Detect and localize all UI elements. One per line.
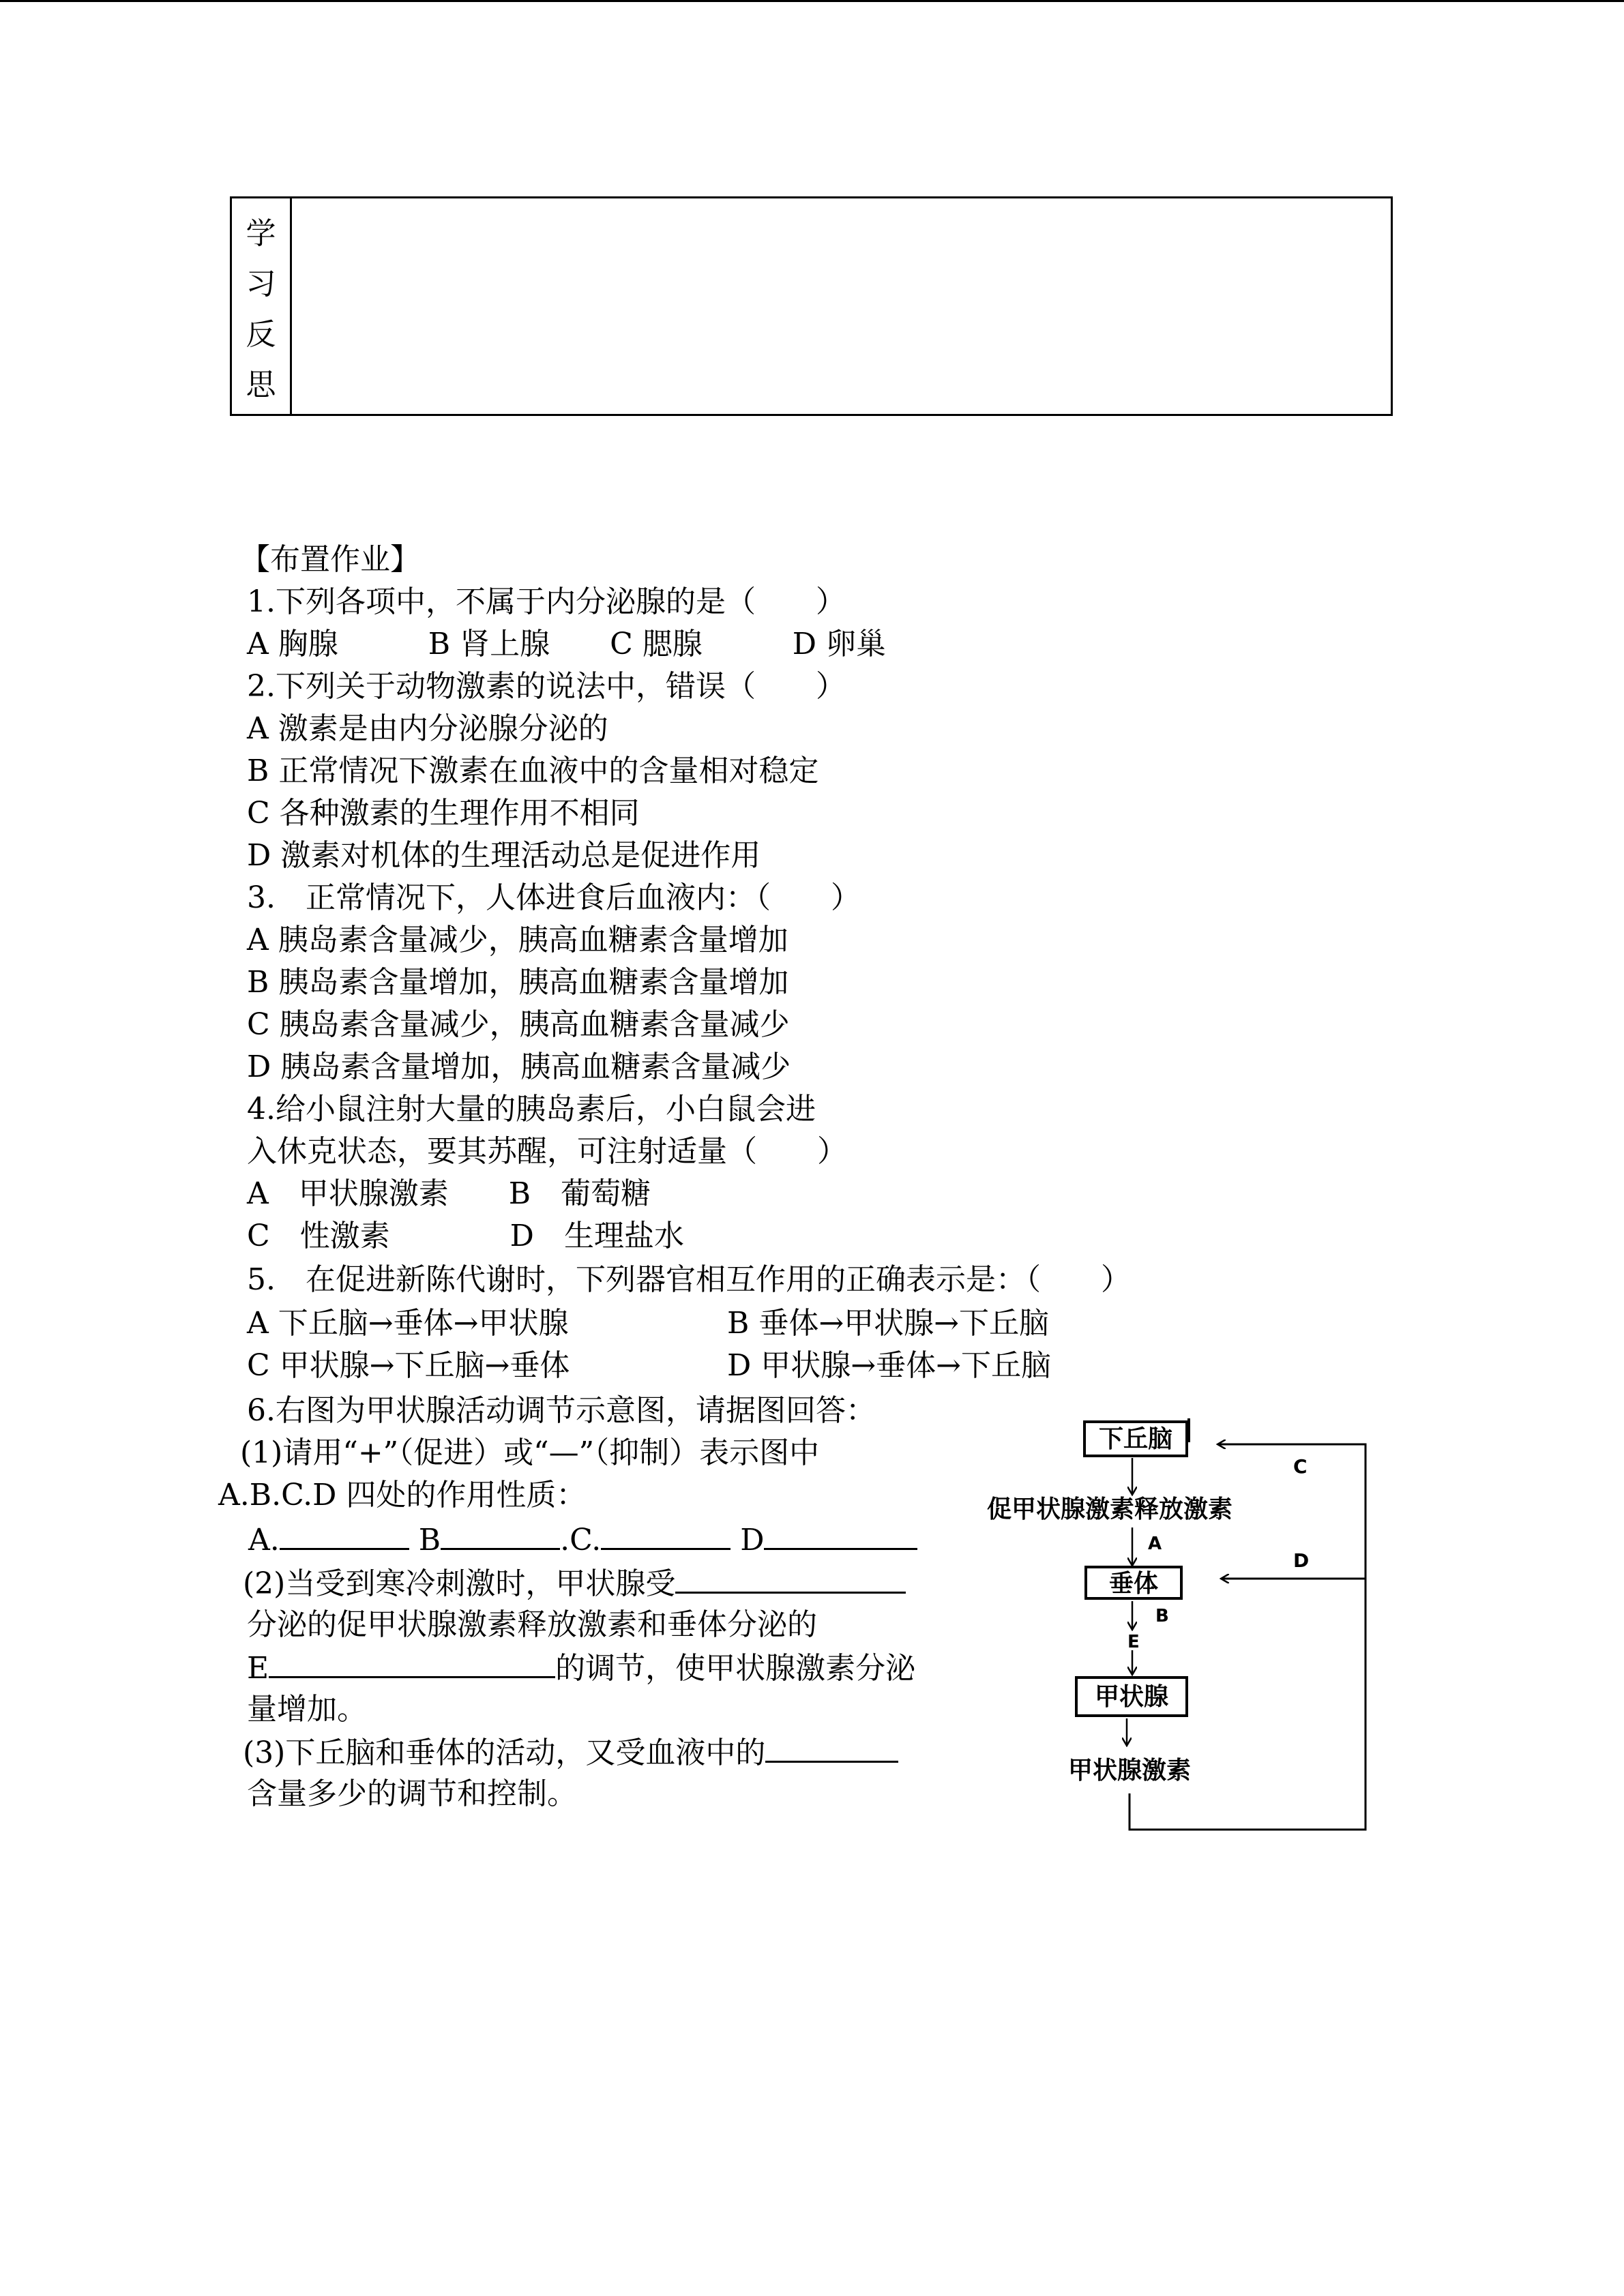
reflection-content-area[interactable] (292, 198, 1391, 414)
q3-stem: 3. 正常情况下，人体进食后血液内：（ ） (247, 880, 861, 915)
q3-option-a: A 胰岛素含量减少，胰高血糖素含量增加 (247, 923, 788, 957)
q1-stem: 1.下列各项中，不属于内分泌腺的是（ ） (247, 584, 846, 619)
arrow-label-c: C (1293, 1455, 1308, 1478)
q2-option-a: A 激素是由内分泌腺分泌的 (247, 711, 608, 746)
q5-option-c: C 甲状腺→下丘脑→垂体 (247, 1348, 570, 1383)
reflection-label (232, 198, 292, 414)
label-a: A. (248, 1523, 280, 1557)
reflection-char: 反 (246, 317, 276, 352)
q6-p3-line1 (243, 1731, 898, 1774)
q6-p3-line2: 含量多少的调节和控制。 (247, 1776, 577, 1811)
answer-p2-gland-blank[interactable] (675, 1562, 906, 1594)
q6-p3-line1-text: (3)下丘脑和垂体的活动，又受血液中的 (243, 1735, 766, 1770)
thyroxine-label: 甲状腺激素 (1068, 1757, 1192, 1785)
trh-label: 促甲状腺激素释放激素 (987, 1495, 1233, 1523)
q3-option-c: C 胰岛素含量减少，胰高血糖素含量减少 (247, 1007, 790, 1042)
homework-heading: 【布置作业】 (240, 542, 420, 577)
q6-p2-line1 (243, 1562, 906, 1605)
answer-a-blank[interactable] (280, 1518, 409, 1550)
arrow-label-e: E (1127, 1632, 1140, 1652)
page-top-border (0, 0, 1624, 2)
q2-option-d: D 激素对机体的生理活动总是促进作用 (247, 838, 761, 873)
arrow-label-a: A (1148, 1534, 1162, 1554)
reflection-char: 习 (246, 267, 276, 301)
q2-stem: 2.下列关于动物激素的说法中，错误（ ） (247, 669, 846, 704)
q6-p1-answers (248, 1518, 917, 1562)
reflection-char: 思 (246, 368, 276, 402)
answer-e-blank[interactable] (269, 1646, 555, 1678)
q4-stem-line2: 入休克状态，要其苏醒，可注射适量（ ） (247, 1134, 847, 1169)
answer-p3-blank[interactable] (765, 1731, 898, 1763)
pituitary-label: 垂体 (1108, 1570, 1159, 1598)
q6-p1-line1: (1)请用“+”（促进）或“—”（抑制）表示图中 (240, 1435, 820, 1470)
q6-p2-line2: 分泌的促甲状腺激素释放激素和垂体分泌的 (247, 1607, 817, 1642)
q5-stem: 5. 在促进新陈代谢时，下列器官相互作用的正确表示是：（ ） (247, 1262, 1131, 1297)
q6-p2-line4: 量增加。 (247, 1692, 367, 1727)
q6-p2-line3 (247, 1646, 915, 1690)
q6-stem: 6.右图为甲状腺活动调节示意图，请据图回答： (247, 1393, 876, 1428)
label-c: .C. (560, 1523, 602, 1557)
answer-b-blank[interactable] (441, 1518, 560, 1550)
q3-option-b: B 胰岛素含量增加，胰高血糖素含量增加 (247, 965, 789, 1000)
answer-c-blank[interactable] (601, 1518, 730, 1550)
reflection-char: 学 (246, 216, 276, 251)
q6-p1-line2: A.B.C.D 四处的作用性质： (218, 1478, 587, 1512)
q2-option-b: B 正常情况下激素在血液中的含量相对稳定 (247, 754, 819, 788)
q5-option-d: D 甲状腺→垂体→下丘脑 (727, 1348, 1051, 1383)
q4-stem-line1: 4.给小鼠注射大量的胰岛素后，小白鼠会进 (247, 1092, 816, 1127)
q6-p2-line1-text: (2)当受到寒冷刺激时，甲状腺受 (243, 1566, 676, 1601)
q4-options-line2: C 性激素 D 生理盐水 (247, 1219, 684, 1253)
label-d: D (740, 1523, 765, 1557)
label-b: B (418, 1523, 441, 1557)
q4-options-line1: A 甲状腺激素 B 葡萄糖 (247, 1176, 651, 1211)
answer-d-blank[interactable] (764, 1518, 917, 1550)
hypothalamus-label: 下丘脑 (1098, 1425, 1173, 1453)
label-e: E (247, 1651, 269, 1686)
arrow-label-b: B (1155, 1606, 1169, 1626)
thyroid-label: 甲状腺 (1094, 1683, 1169, 1711)
q5-option-a: A 下丘脑→垂体→甲状腺 (247, 1306, 569, 1341)
arrow-label-d: D (1293, 1549, 1310, 1572)
q1-options: A 胸腺 B 肾上腺 C 腮腺 D 卵巢 (247, 627, 886, 661)
q5-option-b: B 垂体→甲状腺→下丘脑 (727, 1306, 1050, 1341)
thyroid-regulation-diagram (982, 1405, 1405, 1841)
q3-option-d: D 胰岛素含量增加，胰高血糖素含量减少 (247, 1049, 791, 1084)
q6-p2-line3-tail: 的调节，使甲状腺激素分泌 (555, 1651, 916, 1686)
q2-option-c: C 各种激素的生理作用不相同 (247, 796, 640, 831)
reflection-table (230, 196, 1393, 416)
